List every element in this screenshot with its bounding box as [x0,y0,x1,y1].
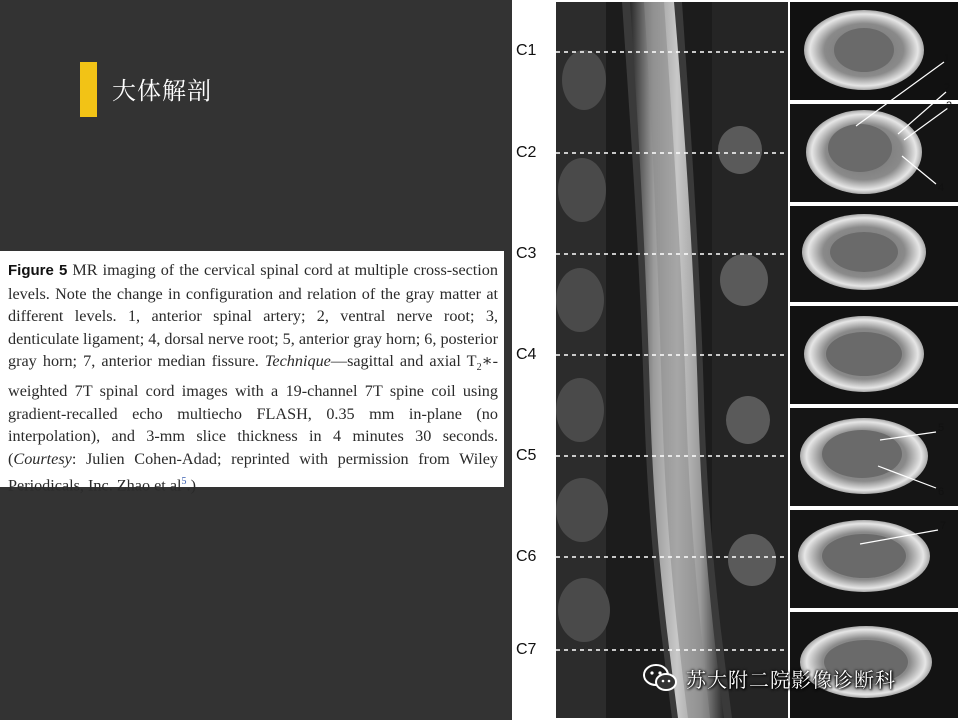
mri-figure [512,0,960,720]
watermark [642,662,896,694]
level-label-c2: C2 [516,144,537,161]
level-label-c6: C6 [516,548,537,565]
level-label-c4: C4 [516,346,537,363]
level-label-c1: C1 [516,42,537,59]
figure-caption [0,251,504,494]
caption-text [8,259,498,497]
slide-title: 大体解剖 [112,77,212,105]
reference-superscript: 5 [181,475,187,487]
caption-closing: .) [186,475,196,494]
level-label-c3: C3 [516,245,537,262]
technique-text-2: ∗-weighted 7T spinal cord images with a 19-channel 7T spine coil using gradient-recalled echo multiecho FLASH, 0.35 mm in-plane (no interpolation), and 3-mm slice thickness in 4 minutes 30 seconds. ( [8,352,498,468]
figure-label: Figure 5 [8,262,68,279]
callout-7: 7 [940,520,947,532]
sagittal-mri [556,2,788,718]
courtesy-text: : Julien Cohen-Adad; reprinted with permission from Wiley Periodicals, Inc. Zhao et al [8,449,498,494]
callout-1: 1 [944,52,951,64]
t2-subscript: 2 [476,362,482,374]
level-label-c7: C7 [516,641,537,658]
watermark-text: 苏大附二院影像诊断科 [686,667,896,692]
callout-2: 2 [944,82,951,94]
caption-body: MR imaging of the cervical spinal cord at multiple cross-section levels. Note the change in configuration and relation of the gray matter at different levels. 1, anterior spinal artery; 2, ventral nerve root; 3, denticulate ligament; 4, dorsal nerve root; 5, anterior gray horn; 6, posterior gray horn; 7, anterior median fissure. [8,261,498,371]
mri-image [512,0,960,720]
callout-4: 4 [938,182,945,194]
technique-label: Technique [264,352,331,371]
axial-slices [790,2,958,718]
wechat-icon [642,663,678,693]
level-label-c5: C5 [516,447,537,464]
callout-5: 5 [938,422,945,434]
callout-3: 3 [946,100,953,112]
title-accent-bar [80,62,97,117]
callout-6: 6 [938,486,945,498]
courtesy-label: Courtesy [13,449,72,468]
technique-text: —sagittal and axial T [330,352,477,371]
